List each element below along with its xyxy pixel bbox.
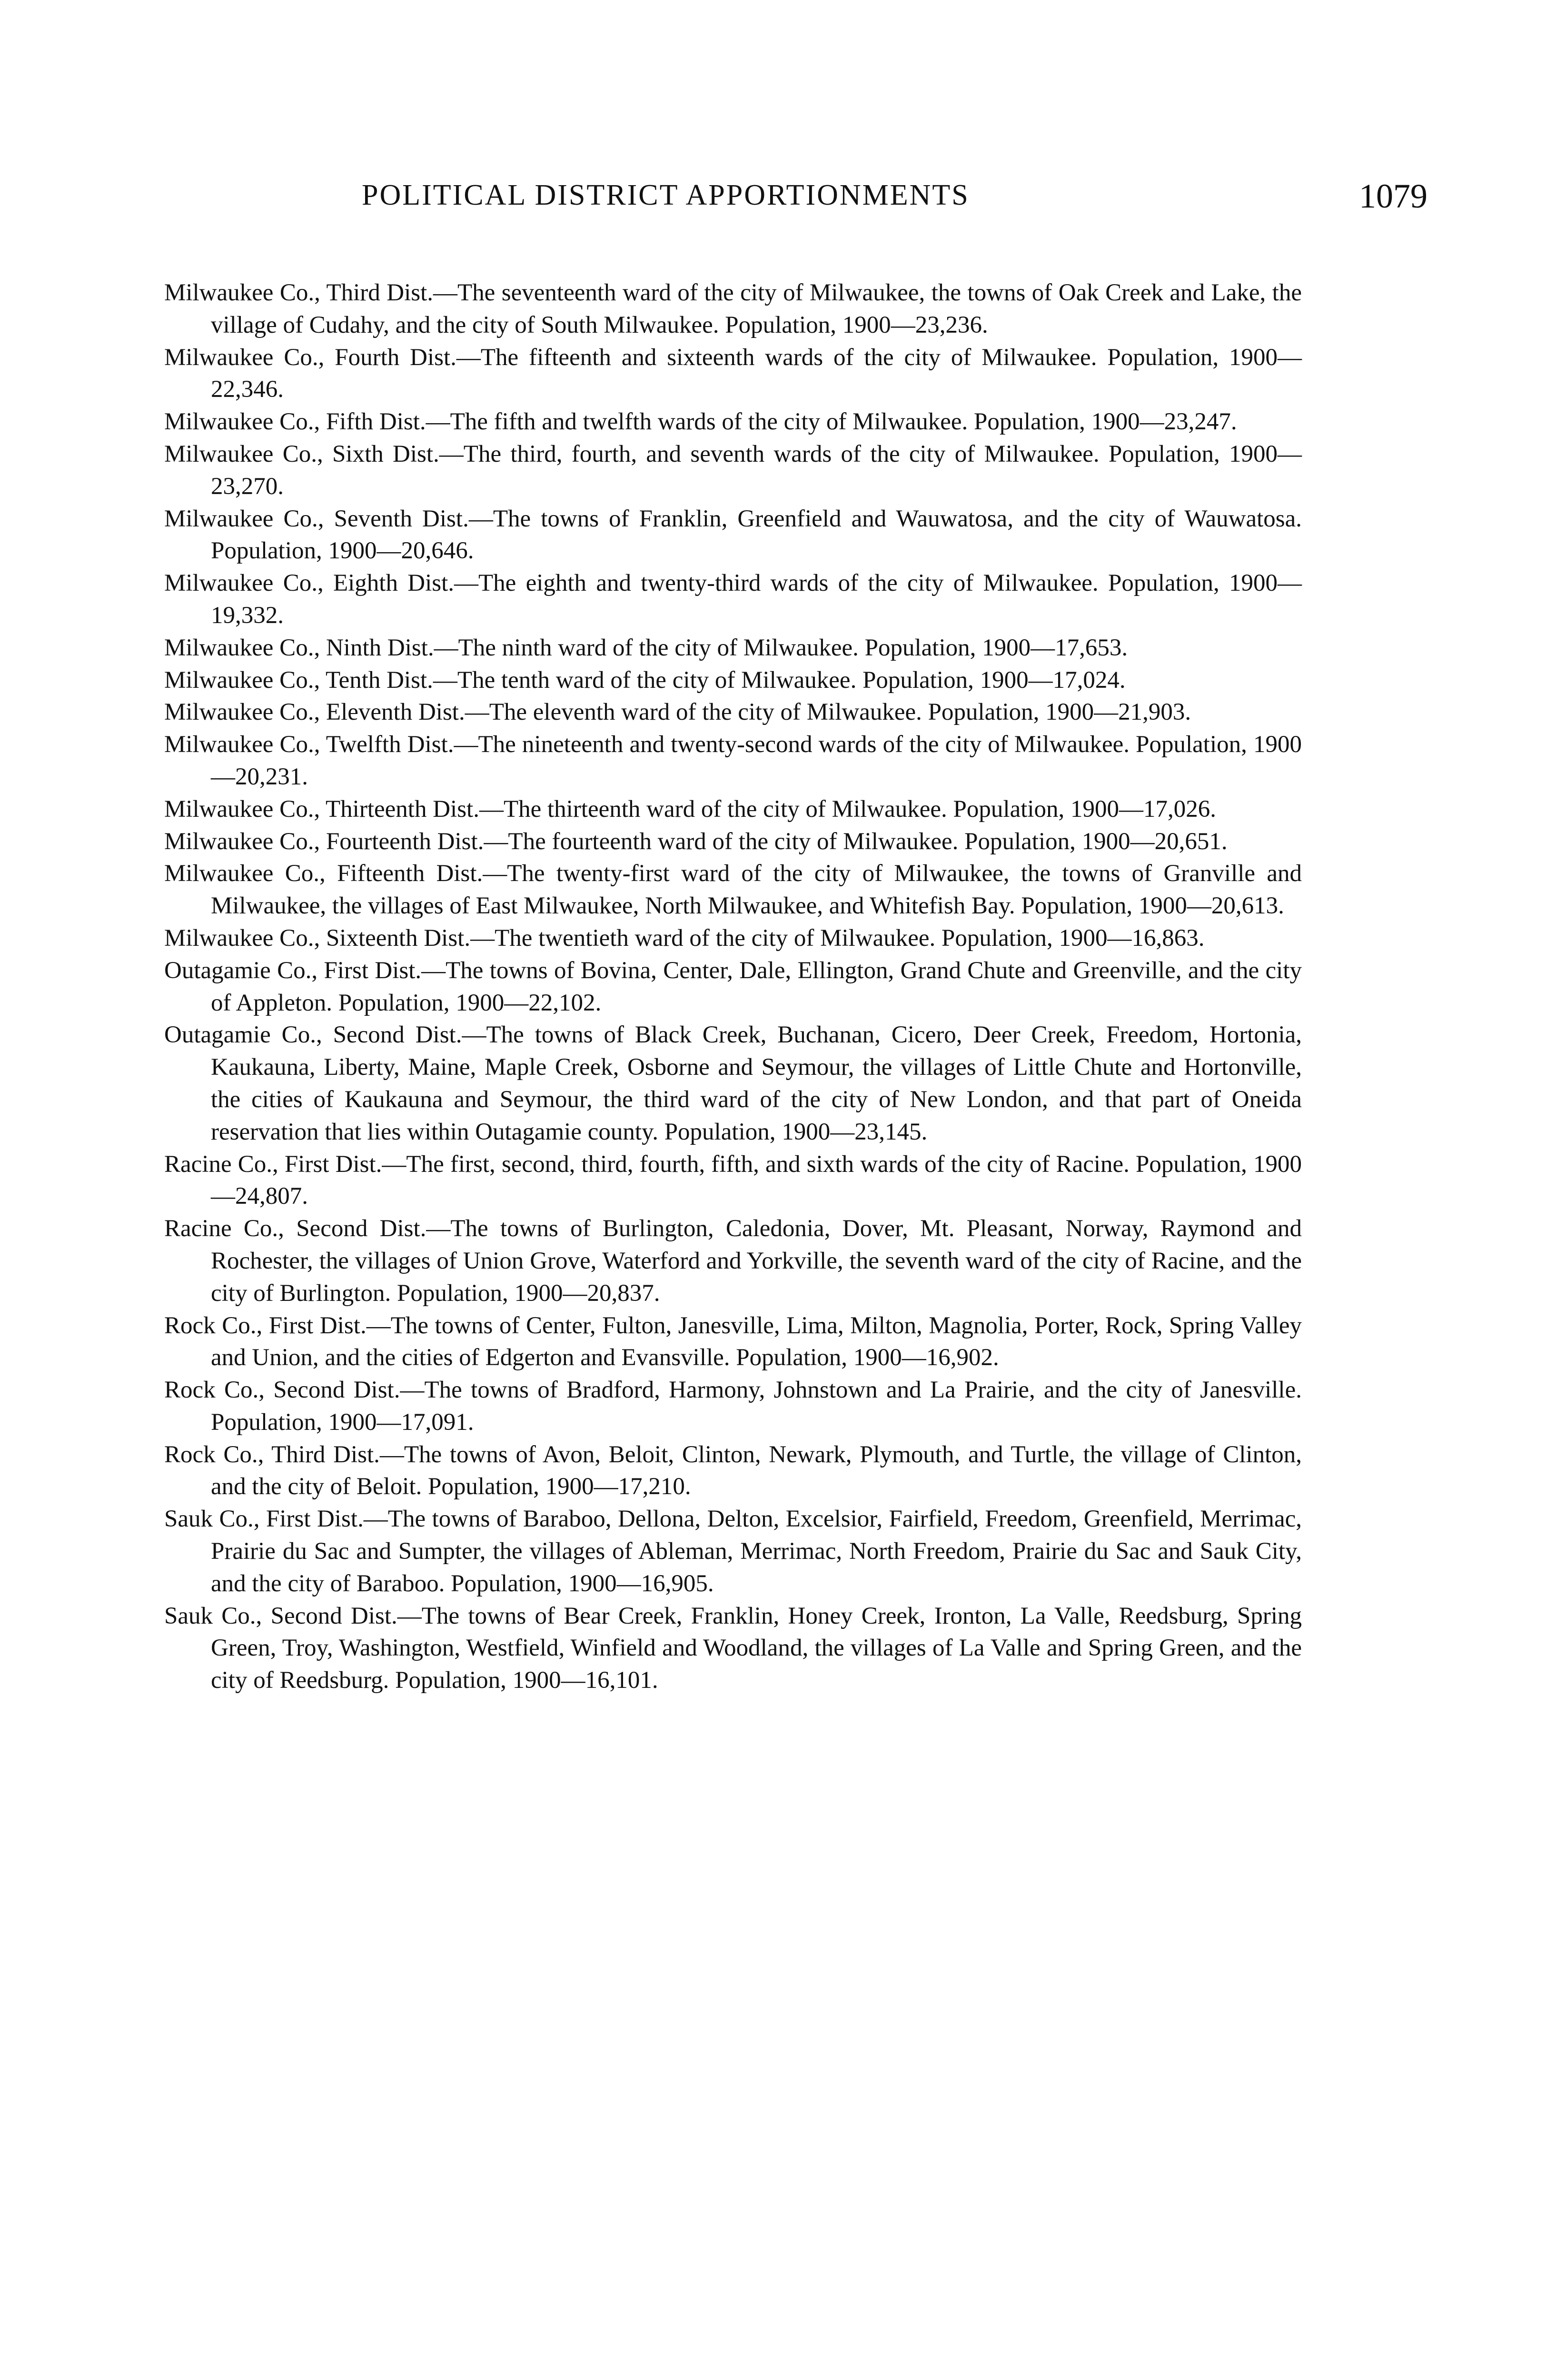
district-entry: Milwaukee Co., Fourteenth Dist.—The fourteenth ward of the city of Milwaukee. Population, 1900—20,651.: [164, 828, 1228, 855]
district-entry: Sauk Co., First Dist.—The towns of Baraboo, Dellona, Delton, Excelsior, Fairfield, Freedom, Greenfield, Merrimac, Prairie du Sac and Sumpter, the villages of Ableman, Merrimac, North Freedom, Prairie du Sac and Sauk City, and the city of Baraboo. Population, 1900—16,905.: [164, 1506, 1302, 1597]
district-entry: Milwaukee Co., Ninth Dist.—The ninth ward of the city of Milwaukee. Population, 1900—17,653.: [164, 634, 1128, 661]
district-entry: Rock Co., First Dist.—The towns of Center, Fulton, Janesville, Lima, Milton, Magnolia, Porter, Rock, Spring Valley and Union, and the cities of Edgerton and Evansville. Population, 1900—16,902.: [164, 1312, 1302, 1371]
district-entry: Sauk Co., Second Dist.—The towns of Bear Creek, Franklin, Honey Creek, Ironton, La Valle, Reedsburg, Spring Green, Troy, Washington, Westfield, Winfield and Woodland, the villages of La Valle and Spring Green, and the city of Reedsburg. Population, 1900—16,101.: [164, 1602, 1302, 1694]
district-entry: Milwaukee Co., Tenth Dist.—The tenth ward of the city of Milwaukee. Population, 1900—17,024.: [164, 666, 1126, 694]
district-entry: Outagamie Co., First Dist.—The towns of Bovina, Center, Dale, Ellington, Grand Chute and Greenville, and the city of Appleton. Population, 1900—22,102.: [164, 957, 1302, 1016]
district-entries: [164, 277, 1302, 1697]
district-entry: Rock Co., Second Dist.—The towns of Bradford, Harmony, Johnstown and La Prairie, and the city of Janesville. Population, 1900—17,091.: [164, 1377, 1302, 1436]
district-entry: Milwaukee Co., Eighth Dist.—The eighth and twenty-third wards of the city of Milwaukee. Population, 1900—19,332.: [164, 570, 1302, 629]
district-entry: Milwaukee Co., Fifteenth Dist.—The twenty-first ward of the city of Milwaukee, the towns of Granville and Milwaukee, the villages of East Milwaukee, North Milwaukee, and Whitefish Bay. Population, 1900—20,613.: [164, 860, 1302, 920]
district-entry: Milwaukee Co., Sixteenth Dist.—The twentieth ward of the city of Milwaukee. Population, 1900—16,863.: [164, 924, 1205, 952]
district-entry: Rock Co., Third Dist.—The towns of Avon, Beloit, Clinton, Newark, Plymouth, and Turtle, the village of Clinton, and the city of Beloit. Population, 1900—17,210.: [164, 1441, 1302, 1500]
running-title: POLITICAL DISTRICT APPORTIONMENTS: [362, 179, 970, 211]
district-entry: Milwaukee Co., Seventh Dist.—The towns of Franklin, Greenfield and Wauwatosa, and the city of Wauwatosa. Population, 1900—20,646.: [164, 505, 1302, 565]
page-header: [0, 178, 1546, 221]
district-entry: Racine Co., Second Dist.—The towns of Burlington, Caledonia, Dover, Mt. Pleasant, Norway, Raymond and Rochester, the villages of Union Grove, Waterford and Yorkville, the seventh ward of the city of Racine, and the city of Burlington. Population, 1900—20,837.: [164, 1215, 1302, 1307]
district-entry: Milwaukee Co., Twelfth Dist.—The nineteenth and twenty-second wards of the city of Milwaukee. Population, 1900—20,231.: [164, 731, 1302, 790]
district-entry: Milwaukee Co., Fourth Dist.—The fifteenth and sixteenth wards of the city of Milwaukee. Population, 1900—22,346.: [164, 344, 1302, 403]
district-entry: Racine Co., First Dist.—The first, second, third, fourth, fifth, and sixth wards of the city of Racine. Population, 1900—24,807.: [164, 1150, 1302, 1210]
page-number: 1079: [1359, 177, 1427, 215]
district-entry: Milwaukee Co., Sixth Dist.—The third, fourth, and seventh wards of the city of Milwaukee. Population, 1900—23,270.: [164, 440, 1302, 500]
district-entry: Milwaukee Co., Third Dist.—The seventeenth ward of the city of Milwaukee, the towns of Oak Creek and Lake, the village of Cudahy, and the city of South Milwaukee. Population, 1900—23,236.: [164, 279, 1302, 338]
district-entry: Milwaukee Co., Eleventh Dist.—The eleventh ward of the city of Milwaukee. Population, 1900—21,903.: [164, 699, 1191, 726]
district-entry: Outagamie Co., Second Dist.—The towns of Black Creek, Buchanan, Cicero, Deer Creek, Freedom, Hortonia, Kaukauna, Liberty, Maine, Maple Creek, Osborne and Seymour, the villages of Little Chute and Hortonville, the cities of Kaukauna and Seymour, the third ward of the city of New London, and that part of Oneida reservation that lies within Outagamie county. Population, 1900—23,145.: [164, 1021, 1302, 1145]
district-entry: Milwaukee Co., Fifth Dist.—The fifth and twelfth wards of the city of Milwaukee. Population, 1900—23,247.: [164, 408, 1237, 436]
district-entry: Milwaukee Co., Thirteenth Dist.—The thirteenth ward of the city of Milwaukee. Population, 1900—17,026.: [164, 795, 1217, 823]
